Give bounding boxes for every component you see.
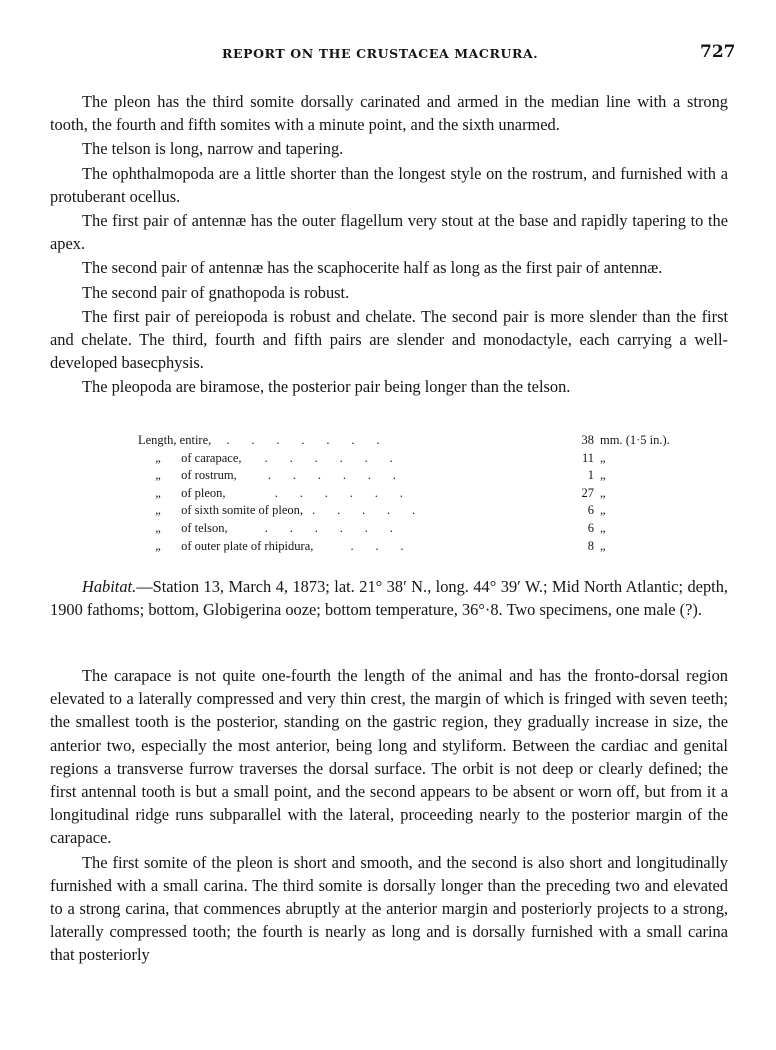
row-label: entire, [179,433,212,447]
leader-dots: . . . . . . [267,468,396,483]
paragraph-telson: The telson is long, narrow and tapering. [82,139,344,159]
leader-dots: . . . . . [312,503,416,518]
row-value: 1 [587,468,594,483]
row-unit: „ [600,520,606,535]
row-label: of telson, [181,520,228,535]
table-row [138,502,670,520]
ditto-mark: „ [155,538,161,553]
leader-dots: . . . . . . [264,520,393,535]
habitat-label: Habitat. [82,577,137,596]
running-title: REPORT ON THE CRUSTACEA MACRURA. [222,46,539,61]
row-unit: „ [600,468,606,483]
ditto-mark: „ [155,485,161,500]
row-value: 8 [587,538,594,553]
row-prefix: Length, [138,433,177,447]
row-value: 6 [587,520,594,535]
ditto-mark: „ [155,520,161,535]
paragraph-gnathopoda: The second pair of gnathopoda is robust. [82,282,350,302]
row-value: 6 [587,503,594,518]
row-label: of sixth somite of pleon, [181,503,303,518]
paragraph-pleon: The pleon has the third somite dorsally carinated and armed in the median line with a strong tooth, the fourth and fifth somites with a minute point, and the sixth unarmed. [50,92,728,135]
table-row [138,432,670,450]
paragraph-pereiopoda: The first pair of pereiopoda is robust and chelate. The second pair is more slender than the first and chelate. The third, fourth and fifth pairs are slender and monodactyle, each carrying a well-developed basecphysis. [50,306,728,373]
leader-dots: . . . . . . [264,450,393,465]
paragraph-pleopoda: The pleopoda are biramose, the posterior pair being longer than the telson. [82,377,571,397]
habitat-paragraph [50,575,728,621]
row-label: of outer plate of rhipidura, [181,538,314,553]
row-unit: „ [600,538,606,553]
leader-dots: . . . . . . [274,485,403,500]
ditto-mark: „ [155,468,161,483]
habitat-section [50,575,728,621]
leader-dots: . . . [350,538,404,553]
page-number: 727 [700,42,736,62]
table-row [138,520,670,538]
row-unit: „ [600,485,606,500]
table-row [138,485,670,503]
measurements-table [138,432,670,555]
row-value: 11 [581,450,594,465]
paragraph-pleon-somites: The first somite of the pleon is short and smooth, and the second is also short and longitudinally furnished with a small carina. The third somite is dorsally longer than the preceding two and elevated to a strong carina, that commences abruptly at the anterior margin and posteriorly projects to a strong, laterally compressed tooth; the fourth is nearly as long and is dorsally furnished with a small carina that posteriorly [50,852,728,965]
ditto-mark: „ [155,450,161,465]
row-label: of pleon, [181,485,226,500]
description-section [50,90,728,400]
row-unit: mm. (1·5 in.). [600,433,670,447]
table-row [138,538,670,556]
paragraph-carapace: The carapace is not quite one-fourth the length of the animal and has the fronto-dorsal region elevated to a laterally compressed and very thin crest, the margin of which is fringed with seven teeth; the smallest tooth is the posterior, standing on the gastric region, they gradually increase in size, the anterior two, especially the most anterior, being long and styliform. Between the cardiac and genital regions a transverse furrow traverses the dorsal surface. The orbit is not deep or clearly defined; the first antennal tooth is but a small point, and the second appears to be absent or worn off, but from it a longitudinal ridge runs subparallel with the lateral, proceeding nearly to the posterior margin of the carapace. [50,666,728,848]
table-row [138,467,670,485]
row-label: of rostrum, [181,468,237,483]
row-unit: „ [600,450,606,465]
carapace-section [50,664,728,967]
row-label: of carapace, [181,450,242,465]
running-header [0,42,776,66]
leader-dots: . . . . . . . [226,433,380,447]
row-value: 27 [581,485,594,500]
row-value: 38 [581,433,594,447]
row-unit: „ [600,503,606,518]
ditto-mark: „ [155,503,161,518]
habitat-text: —Station 13, March 4, 1873; lat. 21° 38′ N., long. 44° 39′ W.; Mid North Atlantic; depth, 1900 fathoms; bottom, Globigerina ooze; bottom temperature, 36°·8. Two specimens, one male (?). [50,577,728,620]
paragraph-second-antennae: The second pair of antennæ has the scaphocerite half as long as the first pair of antennæ. [82,258,663,278]
paragraph-ophthalmopoda: The ophthalmopoda are a little shorter than the longest style on the rostrum, and furnished with a protuberant ocellus. [50,163,728,206]
table-row [138,450,670,468]
paragraph-first-antennae: The first pair of antennæ has the outer flagellum very stout at the base and rapidly tapering to the apex. [50,211,728,254]
